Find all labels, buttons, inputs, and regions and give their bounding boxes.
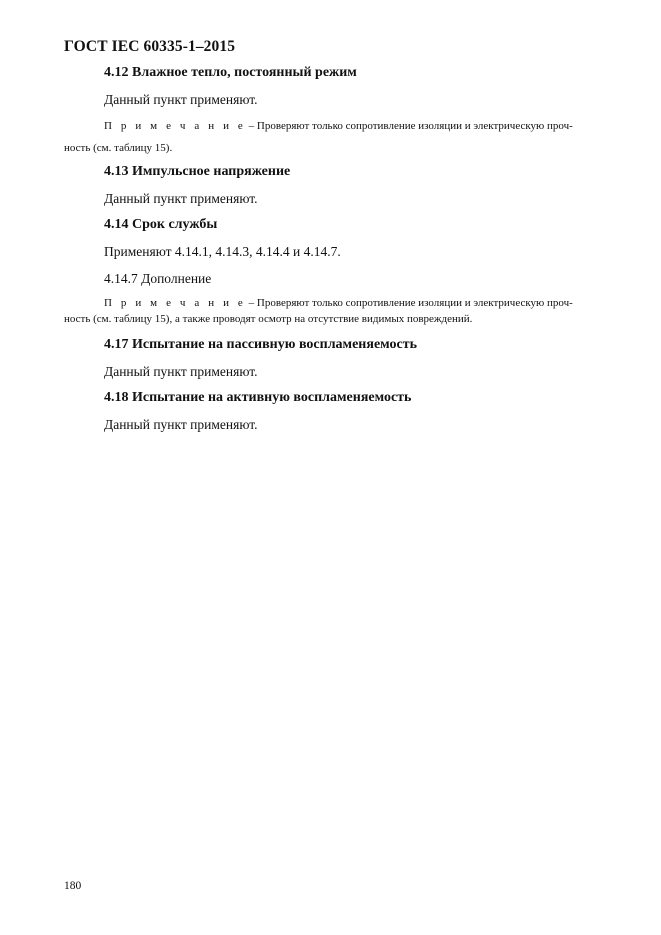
section-4-13-heading: 4.13 Импульсное напряжение [104, 164, 291, 179]
note-text: – Проверяют только сопротивление изоляции и электрическую проч- [245, 120, 573, 132]
section-4-12-note-line-2: ность (см. таблицу 15). [64, 142, 173, 154]
section-4-14-body: Применяют 4.14.1, 4.14.3, 4.14.4 и 4.14.7. [104, 244, 341, 259]
note-label: П р и м е ч а н и е [104, 297, 246, 309]
page-number: 180 [64, 880, 82, 892]
section-4-14-heading: 4.14 Срок службы [104, 217, 218, 232]
section-4-18-heading: 4.18 Испытание на активную воспламеняемость [104, 390, 412, 405]
section-4-12-note-line-1 [104, 120, 573, 132]
note-text: – Проверяют только сопротивление изоляции и электрическую проч- [245, 297, 573, 309]
section-4-17-body: Данный пункт применяют. [104, 364, 258, 379]
section-4-12-body: Данный пункт применяют. [104, 92, 258, 107]
section-4-17-heading: 4.17 Испытание на пассивную воспламеняемость [104, 337, 417, 352]
section-4-14-7-subheading: 4.14.7 Дополнение [104, 271, 212, 286]
section-4-14-note-line-2: ность (см. таблицу 15), а также проводят осмотр на отсутствие видимых повреждений. [64, 313, 473, 325]
document-title: ГОСТ IEC 60335-1–2015 [64, 38, 236, 55]
section-4-13-body: Данный пункт применяют. [104, 191, 258, 206]
section-4-12-heading: 4.12 Влажное тепло, постоянный режим [104, 65, 357, 80]
note-label: П р и м е ч а н и е [104, 120, 246, 132]
section-4-14-note-line-1 [104, 297, 573, 309]
section-4-18-body: Данный пункт применяют. [104, 417, 258, 432]
